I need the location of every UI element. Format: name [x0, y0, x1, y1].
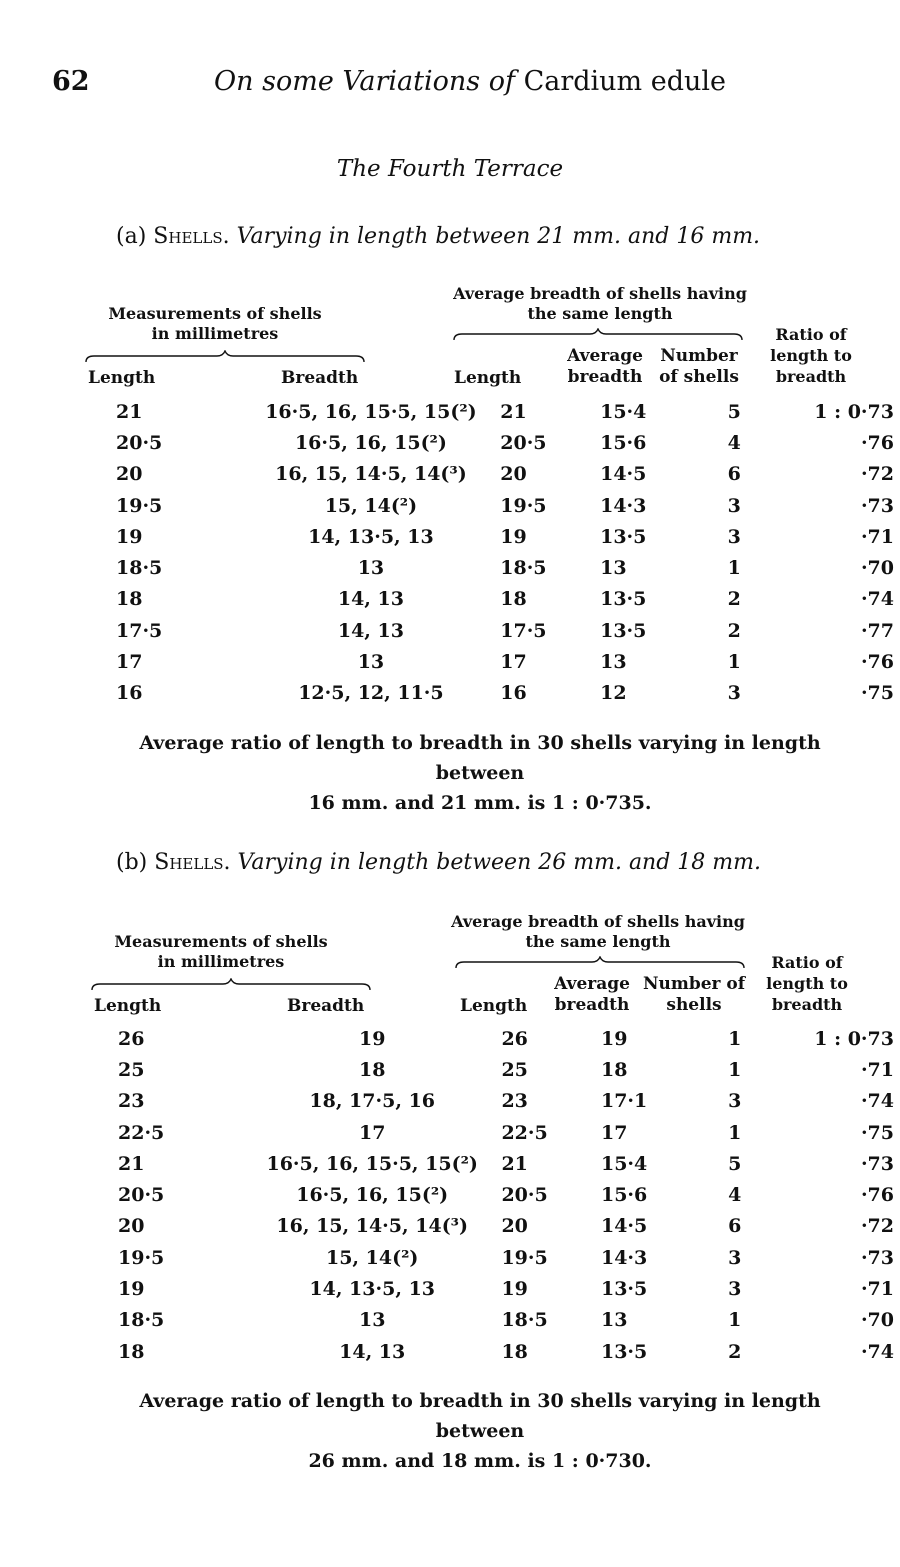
table-row — [112, 490, 900, 521]
table-a-group-left — [90, 304, 340, 344]
cell-number-of-shells: 2 — [728, 1340, 742, 1363]
col-length-2: Length — [460, 996, 528, 1016]
cell-average-breadth: 13 — [600, 557, 627, 580]
caption-label: (b) — [116, 850, 148, 875]
group-left-line: in millimetres — [151, 324, 279, 343]
table-row — [114, 1117, 900, 1148]
cell-length-2: 16 — [500, 682, 527, 705]
table-row — [114, 1179, 900, 1210]
table-row — [114, 1148, 900, 1179]
cell-length-2: 21 — [501, 1152, 528, 1175]
summary-line: 26 mm. and 18 mm. is 1 : 0·730. — [308, 1450, 652, 1472]
cell-ratio: ·73 — [860, 1246, 894, 1269]
table-b-summary — [100, 1386, 860, 1476]
col-number-of-shells: Number of shells — [642, 974, 746, 1015]
cell-breadth: 13 — [357, 557, 385, 580]
cell-ratio: ·74 — [860, 588, 894, 611]
cell-number-of-shells: 3 — [727, 494, 741, 517]
table-b-group-right — [438, 912, 758, 952]
cell-number-of-shells: 3 — [728, 1090, 742, 1113]
group-left-line: Measurements of shells — [108, 304, 322, 323]
cell-length: 20 — [116, 463, 143, 486]
cell-average-breadth: 18 — [600, 1058, 628, 1081]
cell-average-breadth: 13·5 — [600, 588, 647, 611]
cell-length: 26 — [118, 1027, 145, 1050]
cell-length: 21 — [116, 400, 143, 423]
table-row — [112, 615, 900, 646]
cell-ratio: ·71 — [860, 1058, 894, 1081]
table-a-brace-left — [84, 350, 366, 364]
cell-number-of-shells: 1 — [728, 1027, 742, 1050]
cell-ratio: 1 : 0·73 — [814, 1027, 894, 1050]
cell-breadth: 14, 13·5, 13 — [308, 525, 434, 548]
cell-breadth: 13 — [357, 651, 385, 674]
cell-average-breadth: 19 — [600, 1027, 628, 1050]
table-a-body — [112, 396, 900, 709]
cell-average-breadth: 15·4 — [600, 400, 647, 423]
cell-ratio: ·76 — [860, 431, 894, 454]
cell-length: 19·5 — [116, 494, 163, 517]
cell-ratio: ·70 — [860, 1309, 894, 1332]
cell-ratio: ·73 — [860, 1152, 894, 1175]
table-row — [112, 459, 900, 490]
cell-number-of-shells: 1 — [728, 1121, 742, 1144]
col-average-breadth: Average breadth — [567, 346, 643, 387]
cell-length: 20·5 — [116, 431, 163, 454]
table-b-brace-left — [90, 978, 372, 992]
table-row — [112, 552, 900, 583]
cell-breadth: 13 — [358, 1309, 386, 1332]
cell-ratio: 1 : 0·73 — [814, 400, 894, 423]
table-row — [114, 1211, 900, 1242]
cell-breadth: 14, 13 — [337, 588, 404, 611]
cell-length-2: 21 — [500, 400, 527, 423]
col-breadth: Breadth — [287, 996, 365, 1016]
cell-length-2: 17·5 — [500, 619, 547, 642]
ratio-head-line: breadth — [771, 995, 843, 1014]
cell-breadth: 16·5, 16, 15·5, 15(²) — [266, 1152, 478, 1175]
running-title-species: Cardium edule — [523, 66, 726, 97]
col-number-of-shells: Number of shells — [659, 346, 739, 387]
cell-average-breadth: 13·5 — [600, 1340, 648, 1363]
cell-length: 18 — [118, 1340, 145, 1363]
cell-length-2: 18 — [500, 588, 527, 611]
cell-number-of-shells: 2 — [727, 619, 741, 642]
cell-length: 20 — [118, 1215, 145, 1238]
cell-average-breadth: 14·3 — [600, 494, 647, 517]
cell-length-2: 17 — [500, 651, 527, 674]
cell-average-breadth: 13 — [600, 651, 627, 674]
table-b-caption — [116, 850, 761, 875]
cell-length: 17 — [116, 651, 143, 674]
cell-length-2: 23 — [501, 1090, 528, 1113]
table-row — [112, 396, 900, 427]
ratio-head-line: Ratio of — [771, 953, 843, 972]
cell-average-breadth: 12 — [600, 682, 627, 705]
cell-average-breadth: 13·5 — [600, 1278, 648, 1301]
cell-breadth: 16, 15, 14·5, 14(³) — [276, 1215, 468, 1238]
running-title — [214, 66, 726, 97]
summary-line: Average ratio of length to breadth in 30 shells varying in length between — [139, 732, 821, 784]
cell-length: 18·5 — [116, 557, 163, 580]
cell-ratio: ·73 — [860, 494, 894, 517]
table-a-summary — [100, 728, 860, 818]
col-length: Length — [94, 996, 162, 1016]
cell-number-of-shells: 4 — [727, 431, 741, 454]
table-a-brace-right — [452, 328, 744, 342]
page-header — [44, 66, 860, 110]
table-row — [112, 584, 900, 615]
table-a-caption — [116, 224, 760, 249]
table-row — [114, 1242, 900, 1273]
cell-breadth: 16·5, 16, 15(²) — [294, 431, 447, 454]
cell-length-2: 19 — [500, 525, 527, 548]
cell-length-2: 18 — [501, 1340, 528, 1363]
caption-shells: Shells. — [153, 224, 230, 249]
cell-breadth: 14, 13 — [337, 619, 404, 642]
cell-number-of-shells: 5 — [727, 400, 741, 423]
table-row — [112, 427, 900, 458]
cell-average-breadth: 17·1 — [600, 1090, 648, 1113]
cell-length-2: 18·5 — [501, 1309, 548, 1332]
cell-number-of-shells: 6 — [727, 463, 741, 486]
cell-average-breadth: 14·3 — [600, 1246, 648, 1269]
cell-length: 25 — [118, 1058, 145, 1081]
cell-ratio: ·70 — [860, 557, 894, 580]
cell-length: 20·5 — [118, 1184, 165, 1207]
cell-length-2: 19·5 — [501, 1246, 548, 1269]
cell-ratio: ·71 — [860, 1278, 894, 1301]
table-a-ratio-head — [756, 324, 866, 387]
table-row — [114, 1023, 900, 1054]
cell-average-breadth: 15·4 — [600, 1152, 648, 1175]
table-row — [112, 678, 900, 709]
running-title-italic: On some Variations of — [214, 66, 515, 97]
cell-breadth: 15, 14(²) — [325, 1246, 419, 1269]
cell-ratio: ·71 — [860, 525, 894, 548]
cell-breadth: 14, 13·5, 13 — [309, 1278, 436, 1301]
cell-average-breadth: 15·6 — [600, 431, 647, 454]
cell-number-of-shells: 1 — [728, 1058, 742, 1081]
group-right-line: Average breadth of shells having — [453, 284, 747, 303]
cell-average-breadth: 14·5 — [600, 463, 647, 486]
cell-number-of-shells: 1 — [727, 557, 741, 580]
cell-average-breadth: 13·5 — [600, 619, 647, 642]
group-left-line: Measurements of shells — [114, 932, 328, 951]
cell-length: 16 — [116, 682, 143, 705]
col-length-2: Length — [454, 368, 522, 388]
col-length: Length — [88, 368, 156, 388]
cell-length: 21 — [118, 1152, 145, 1175]
cell-breadth: 12·5, 12, 11·5 — [298, 682, 444, 705]
table-row — [114, 1054, 900, 1085]
cell-ratio: ·77 — [860, 619, 894, 642]
summary-line: 16 mm. and 21 mm. is 1 : 0·735. — [308, 792, 652, 814]
ratio-head-line: Ratio of — [775, 325, 847, 344]
cell-length-2: 19 — [501, 1278, 528, 1301]
cell-number-of-shells: 5 — [728, 1152, 742, 1175]
cell-ratio: ·76 — [860, 1184, 894, 1207]
cell-breadth: 18, 17·5, 16 — [309, 1090, 436, 1113]
cell-average-breadth: 15·6 — [600, 1184, 648, 1207]
cell-length-2: 19·5 — [500, 494, 547, 517]
cell-number-of-shells: 1 — [727, 651, 741, 674]
cell-breadth: 17 — [358, 1121, 386, 1144]
col-breadth: Breadth — [281, 368, 359, 388]
group-left-line: in millimetres — [157, 952, 285, 971]
table-row — [114, 1305, 900, 1336]
cell-ratio: ·72 — [860, 463, 894, 486]
cell-length: 23 — [118, 1090, 145, 1113]
cell-breadth: 16·5, 16, 15·5, 15(²) — [265, 400, 477, 423]
table-row — [114, 1273, 900, 1304]
cell-number-of-shells: 1 — [728, 1309, 742, 1332]
ratio-head-line: breadth — [775, 367, 847, 386]
cell-breadth: 16, 15, 14·5, 14(³) — [275, 463, 467, 486]
cell-length: 19 — [118, 1278, 145, 1301]
summary-line: Average ratio of length to breadth in 30 shells varying in length between — [139, 1390, 821, 1442]
cell-ratio: ·74 — [860, 1340, 894, 1363]
cell-number-of-shells: 3 — [727, 525, 741, 548]
table-row — [114, 1086, 900, 1117]
table-b-group-left — [96, 932, 346, 972]
cell-number-of-shells: 6 — [728, 1215, 742, 1238]
table-b-body — [114, 1023, 900, 1367]
table-a-group-right — [440, 284, 760, 324]
ratio-head-line: length to — [770, 346, 852, 365]
caption-text: Varying in length between 26 mm. and 18 mm. — [237, 850, 762, 875]
caption-label: (a) — [116, 224, 147, 249]
table-b-ratio-head — [752, 952, 862, 1015]
table-b-brace-right — [454, 956, 746, 970]
cell-length: 19·5 — [118, 1246, 165, 1269]
group-right-line: the same length — [525, 932, 671, 951]
col-average-breadth: Average breadth — [554, 974, 630, 1015]
cell-average-breadth: 13·5 — [600, 525, 647, 548]
table-row — [112, 646, 900, 677]
ratio-head-line: length to — [766, 974, 848, 993]
cell-ratio: ·72 — [860, 1215, 894, 1238]
cell-length-2: 22·5 — [501, 1121, 548, 1144]
cell-length: 22·5 — [118, 1121, 165, 1144]
cell-number-of-shells: 4 — [728, 1184, 742, 1207]
cell-length-2: 25 — [501, 1058, 528, 1081]
group-right-line: Average breadth of shells having — [451, 912, 745, 931]
cell-breadth: 15, 14(²) — [324, 494, 418, 517]
cell-breadth: 16·5, 16, 15(²) — [296, 1184, 449, 1207]
cell-length-2: 20·5 — [500, 431, 547, 454]
cell-breadth: 14, 13 — [339, 1340, 406, 1363]
cell-length: 18 — [116, 588, 143, 611]
cell-ratio: ·75 — [860, 682, 894, 705]
cell-length-2: 20 — [501, 1215, 528, 1238]
table-row — [114, 1336, 900, 1367]
cell-average-breadth: 17 — [600, 1121, 628, 1144]
cell-length-2: 18·5 — [500, 557, 547, 580]
page-number: 62 — [52, 66, 90, 97]
cell-length: 18·5 — [118, 1309, 165, 1332]
cell-average-breadth: 13 — [600, 1309, 628, 1332]
cell-length: 17·5 — [116, 619, 163, 642]
group-right-line: the same length — [527, 304, 673, 323]
cell-number-of-shells: 2 — [727, 588, 741, 611]
cell-length: 19 — [116, 525, 143, 548]
cell-number-of-shells: 3 — [727, 682, 741, 705]
cell-length-2: 20 — [500, 463, 527, 486]
cell-average-breadth: 14·5 — [600, 1215, 648, 1238]
caption-text: Varying in length between 21 mm. and 16 mm. — [236, 224, 761, 249]
cell-breadth: 19 — [358, 1027, 386, 1050]
cell-breadth: 18 — [358, 1058, 386, 1081]
cell-ratio: ·75 — [860, 1121, 894, 1144]
cell-length-2: 20·5 — [501, 1184, 548, 1207]
cell-number-of-shells: 3 — [728, 1246, 742, 1269]
section-title: The Fourth Terrace — [336, 156, 564, 182]
table-row — [112, 521, 900, 552]
cell-length-2: 26 — [501, 1027, 528, 1050]
cell-ratio: ·74 — [860, 1090, 894, 1113]
cell-number-of-shells: 3 — [728, 1278, 742, 1301]
caption-shells: Shells. — [154, 850, 231, 875]
cell-ratio: ·76 — [860, 651, 894, 674]
